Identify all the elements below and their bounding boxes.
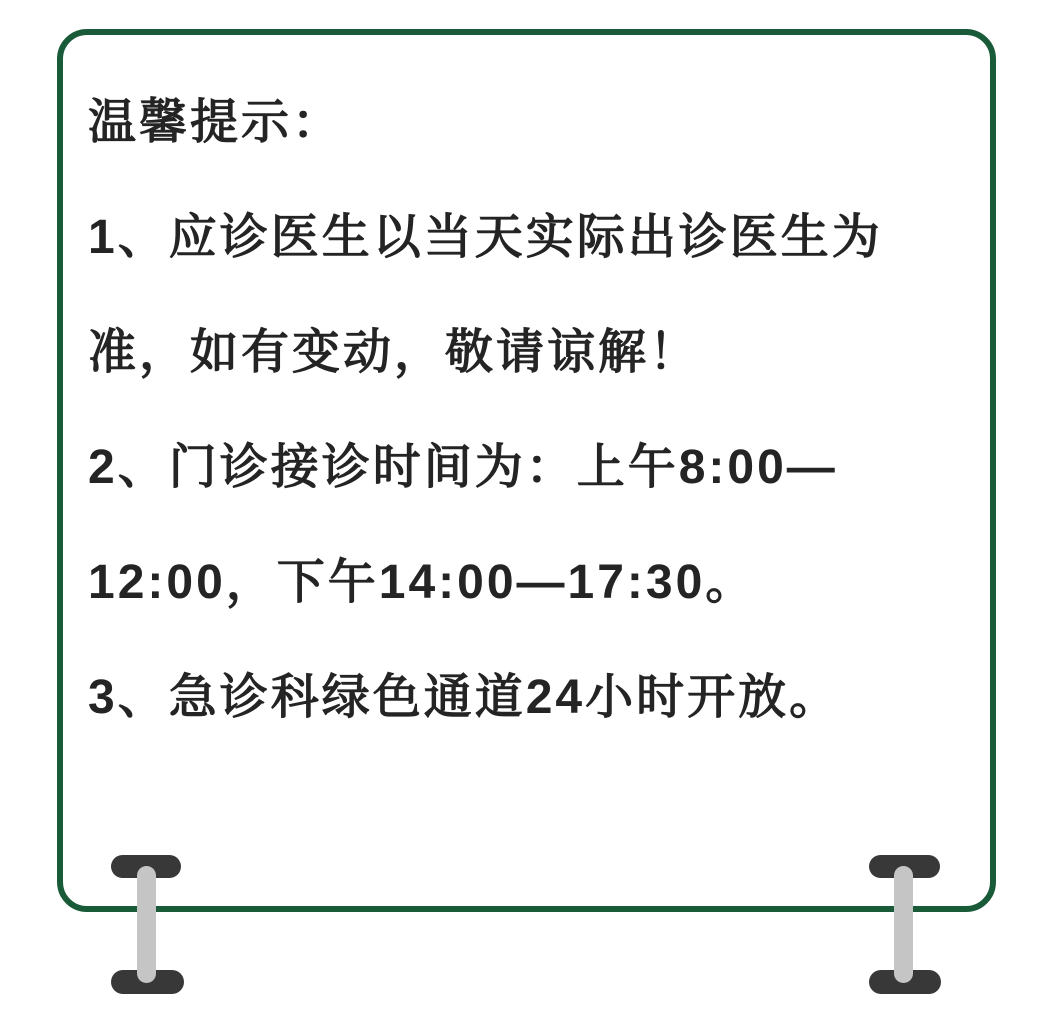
notice-line-4: 12:00，下午14:00—17:30。 [88, 556, 757, 609]
notice-line-2: 准，如有变动，敬请谅解！ [88, 326, 701, 379]
notice-text-block [63, 35, 990, 755]
right-leg-post [894, 866, 913, 983]
notice-title: 温馨提示： [88, 96, 344, 149]
notice-line-1: 1、应诊医生以当天实际出诊医生为 [88, 211, 883, 264]
notice-line-3: 2、门诊接诊时间为：上午8:00— [88, 441, 838, 494]
left-leg-post [137, 866, 156, 983]
notice-board [57, 29, 996, 912]
notice-line-5: 3、急诊科绿色通道24小时开放。 [88, 671, 841, 724]
